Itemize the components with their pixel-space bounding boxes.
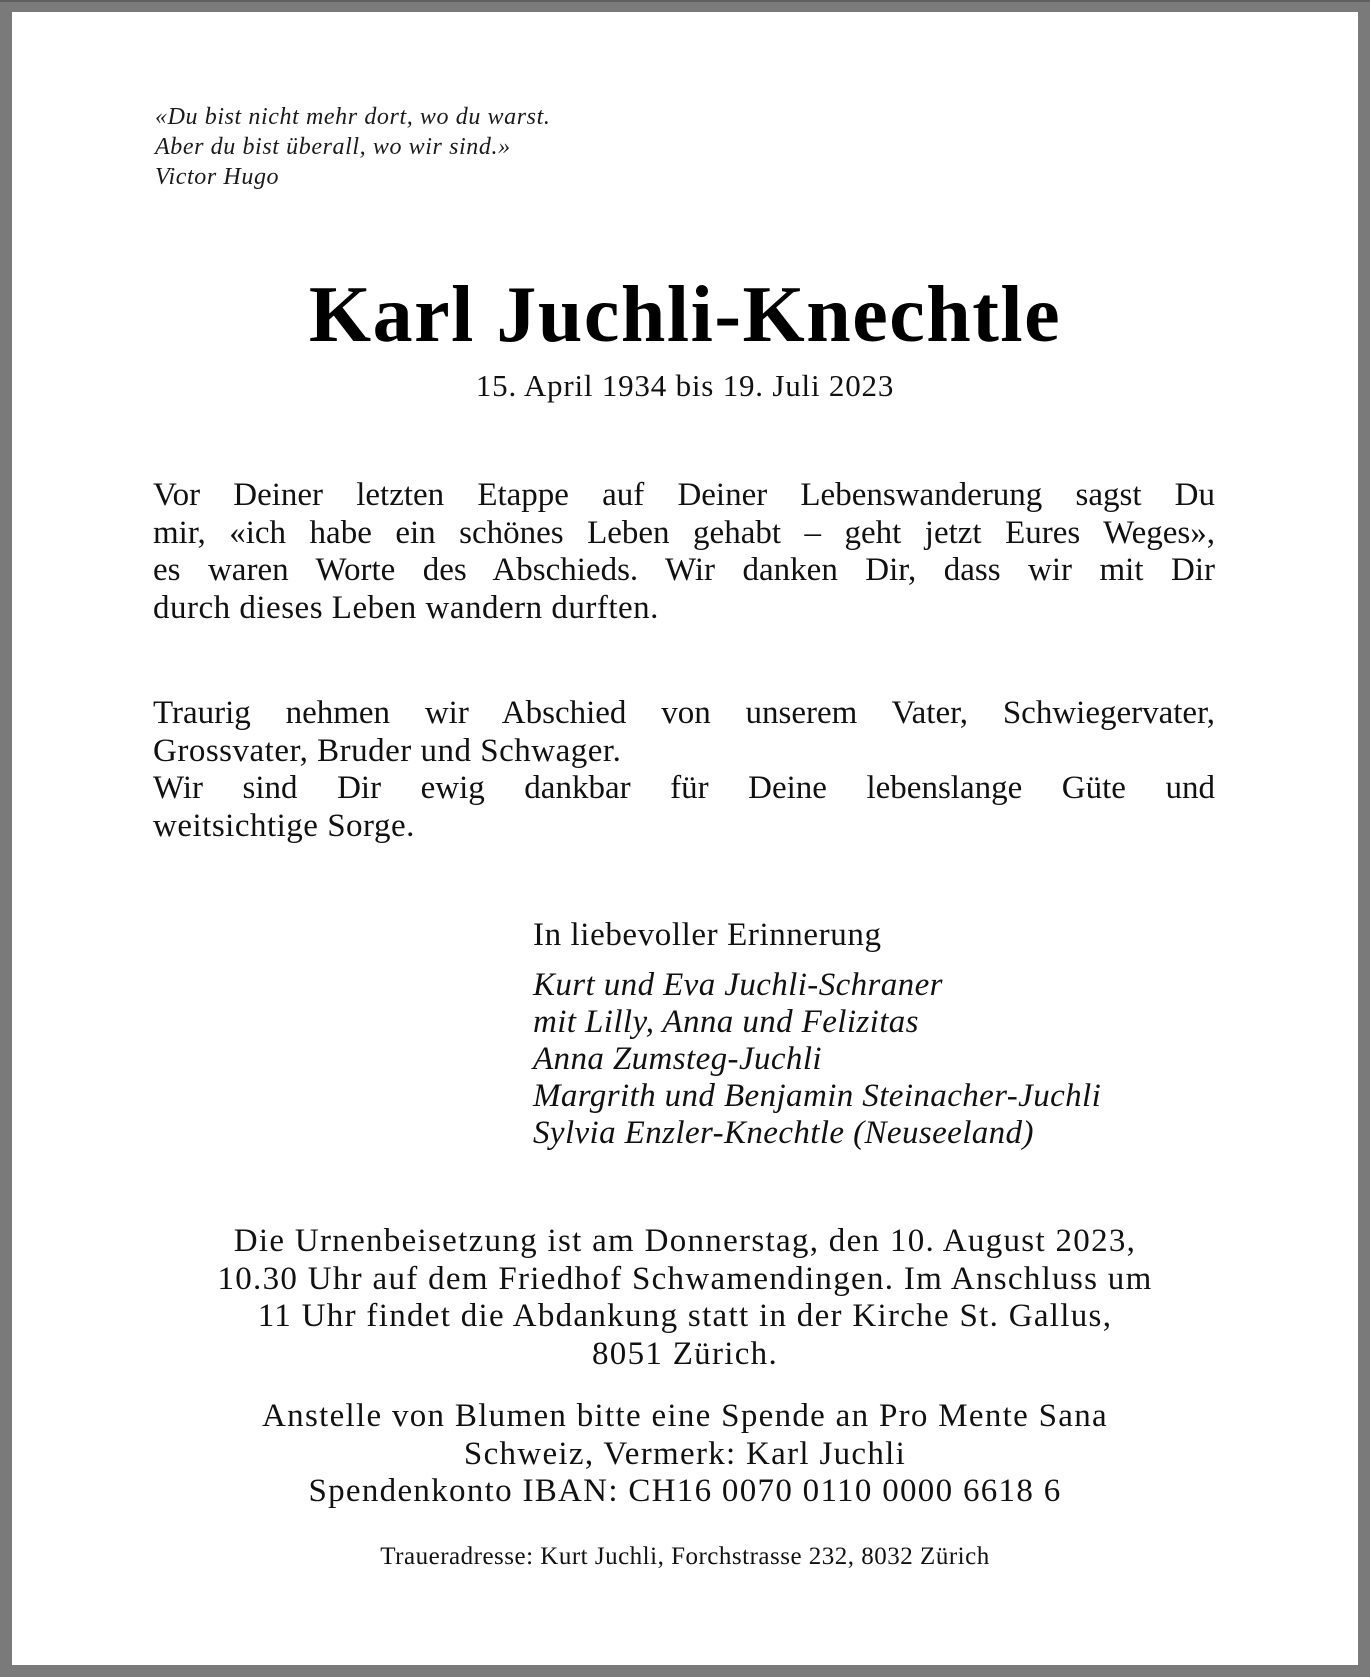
ceremony-line: 10.30 Uhr auf dem Friedhof Schwamendingen. Im Anschluss um [217,1260,1153,1297]
paragraph-line: mir, «ich habe ein schönes Leben gehabt – geht jetzt Eures Weges», [153,514,1215,551]
donation-line: Anstelle von Blumen bitte eine Spende an Pro Mente Sana [262,1398,1108,1434]
paragraph-line: Wir sind Dir ewig dankbar für Deine lebenslange Güte und [153,770,1215,806]
ceremony-line: 8051 Zürich. [591,1335,779,1372]
quote-line: «Du bist nicht mehr dort, wo du warst. [155,104,551,130]
donation-info [12,1398,1358,1511]
mourner-name: Anna Zumsteg-Juchli [533,1041,822,1077]
window-top-edge [0,0,1370,2]
ceremony-line: 11 Uhr findet die Abdankung statt in der Kirche St. Gallus, [257,1298,1113,1334]
donation-iban: Spendenkonto IBAN: CH16 0070 0110 0000 6618 6 [308,1473,1062,1509]
deceased-name: Karl Juchli-Knechtle [308,271,1062,359]
mourner-name: Sylvia Enzler-Knechtle (Neuseeland) [533,1115,1034,1151]
paragraph-line: es waren Worte des Abschieds. Wir danken Dir, dass wir mit Dir [153,552,1215,588]
mourning-paragraph [153,695,1215,845]
paragraph-line: Grossvater, Bruder und Schwager. [153,732,622,769]
mourner-name: mit Lilly, Anna und Felizitas [533,1004,919,1040]
epigraph-quote [155,102,551,192]
signature-heading: In liebevoller Erinnerung [533,917,882,953]
paragraph-line: Vor Deiner letzten Etappe auf Deiner Lebenswanderung sagst Du [153,477,1215,513]
life-dates: 15. April 1934 bis 19. Juli 2023 [475,368,895,403]
mourner-name: Kurt und Eva Juchli-Schraner [533,967,943,1003]
quote-author: Victor Hugo [155,164,280,190]
paragraph-line: durch dieses Leben wandern durften. [153,589,659,626]
ceremony-line: Die Urnenbeisetzung ist am Donnerstag, den 10. August 2023, [233,1223,1137,1259]
farewell-paragraph [153,477,1215,627]
quote-line: Aber du bist überall, wo wir sind.» [155,134,511,160]
mourning-address: Traueradresse: Kurt Juchli, Forchstrasse 232, 8032 Zürich [380,1543,990,1570]
paragraph-line: Traurig nehmen wir Abschied von unserem Vater, Schwiegervater, [153,695,1215,731]
ceremony-info [12,1223,1358,1373]
donation-line: Schweiz, Vermerk: Karl Juchli [463,1435,907,1472]
mourner-name: Margrith und Benjamin Steinacher-Juchli [533,1078,1102,1114]
mourner-names [533,967,1101,1152]
paragraph-line: weitsichtige Sorge. [153,807,415,844]
